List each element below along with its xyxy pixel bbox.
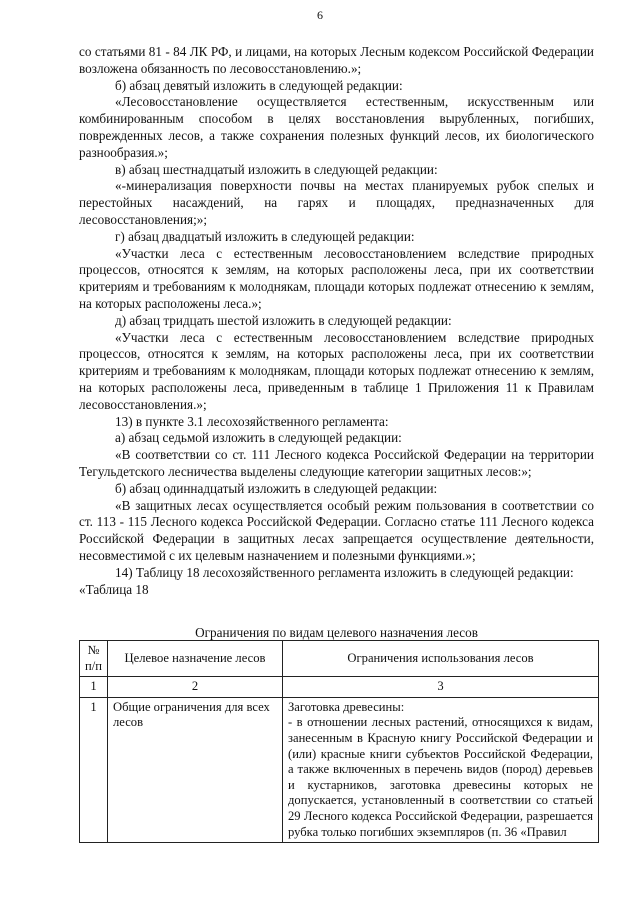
header-number: № п/п [80, 641, 108, 677]
header-restrictions: Ограничения использования лесов [283, 641, 599, 677]
table-row [80, 697, 599, 842]
table-caption: Ограничения по видам целевого назначения лесов [195, 625, 478, 640]
restrictions-text: - в отношении лесных растений, относящихся к видам, занесенным в Красную книгу Российской Федерации и (или) красные книги субъектов Российской Федерации, а также включенных в перечень видов (пород) деревьев и кустарников, заготовка древесины которых не допускается, установленный в соответствии со статьей 29 Лесного кодекса Российской Федерации, разрешается рубка только погибших экземпляров (п. 36 «Правил [288, 715, 593, 839]
paragraph: «Участки леса с естественным лесовосстановлением вследствие природных процессов, относятся к землям, на которых расположены леса, при их соответствии критериям и требованиям к молоднякам, площади которых подлежат отнесению к землям, на которых расположены леса, приведенным в таблице 1 Приложения 11 к Правилам лесовосстановления.»; [79, 329, 594, 412]
paragraph: «-минерализация поверхности почвы на местах планируемых рубок спелых и перестойных насаждений, на гарях и площадях, предназначенных для лесовосстановления;»; [79, 178, 594, 227]
paragraph: «Участки леса с естественным лесовосстановлением вследствие природных процессов, относятся к землям, на которых расположены леса, при их соответствии критериям и требованиям к молоднякам, площади которых подлежат отнесению к землям, на которых расположены леса.»; [79, 245, 594, 311]
paragraph: в) абзац шестнадцатый изложить в следующей редакции: [115, 161, 438, 177]
paragraph: а) абзац седьмой изложить в следующей редакции: [115, 430, 402, 446]
column-number: 2 [108, 677, 283, 698]
paragraph: д) абзац тридцать шестой изложить в следующей редакции: [115, 312, 452, 328]
row-restrictions [283, 697, 599, 842]
page-number: 6 [317, 8, 323, 22]
header-purpose: Целевое назначение лесов [108, 641, 283, 677]
paragraph: 14) Таблицу 18 лесохозяйственного регламента изложить в следующей редакции: [115, 564, 574, 580]
paragraph: б) абзац одиннадцатый изложить в следующей редакции: [115, 480, 438, 496]
paragraph: «В соответствии со ст. 111 Лесного кодекса Российской Федерации на территории Тегульдетского лесничества выделены следующие категории защитных лесов:»; [79, 447, 594, 479]
document-body [79, 44, 594, 598]
restrictions-title: Заготовка древесины: [288, 699, 405, 714]
paragraph: 13) в пункте 3.1 лесохозяйственного регламента: [115, 413, 389, 429]
restrictions-table [79, 640, 599, 843]
paragraph: б) абзац девятый изложить в следующей редакции: [115, 77, 403, 93]
table-reference: «Таблица 18 [79, 581, 149, 597]
row-purpose: Общие ограничения для всех лесов [108, 697, 283, 842]
column-number: 1 [80, 677, 108, 698]
paragraph: «Лесовосстановление осуществляется естественным, искусственным или комбинированным способом в целях восстановления вырубленных, погибших, поврежденных лесов, а также сохранения полезных функций лесов, их биологического разнообразия.»; [79, 94, 594, 160]
row-number: 1 [80, 697, 108, 842]
paragraph: со статьями 81 - 84 ЛК РФ, и лицами, на которых Лесным кодексом Российской Федерации возложена обязанность по лесовосстановлению.»; [79, 44, 594, 76]
paragraph: г) абзац двадцатый изложить в следующей редакции: [115, 228, 415, 244]
column-number: 3 [283, 677, 599, 698]
table-header-row [80, 641, 599, 677]
paragraph: «В защитных лесах осуществляется особый режим пользования в соответствии со ст. 113 - 115 Лесного кодекса Российской Федерации. Согласно статье 111 Лесного кодекса Российской Федерации в защитных лесах запрещается осуществление деятельности, несовместимой с их целевым назначением и полезными функциями.»; [79, 497, 594, 563]
column-number-row [80, 677, 599, 698]
